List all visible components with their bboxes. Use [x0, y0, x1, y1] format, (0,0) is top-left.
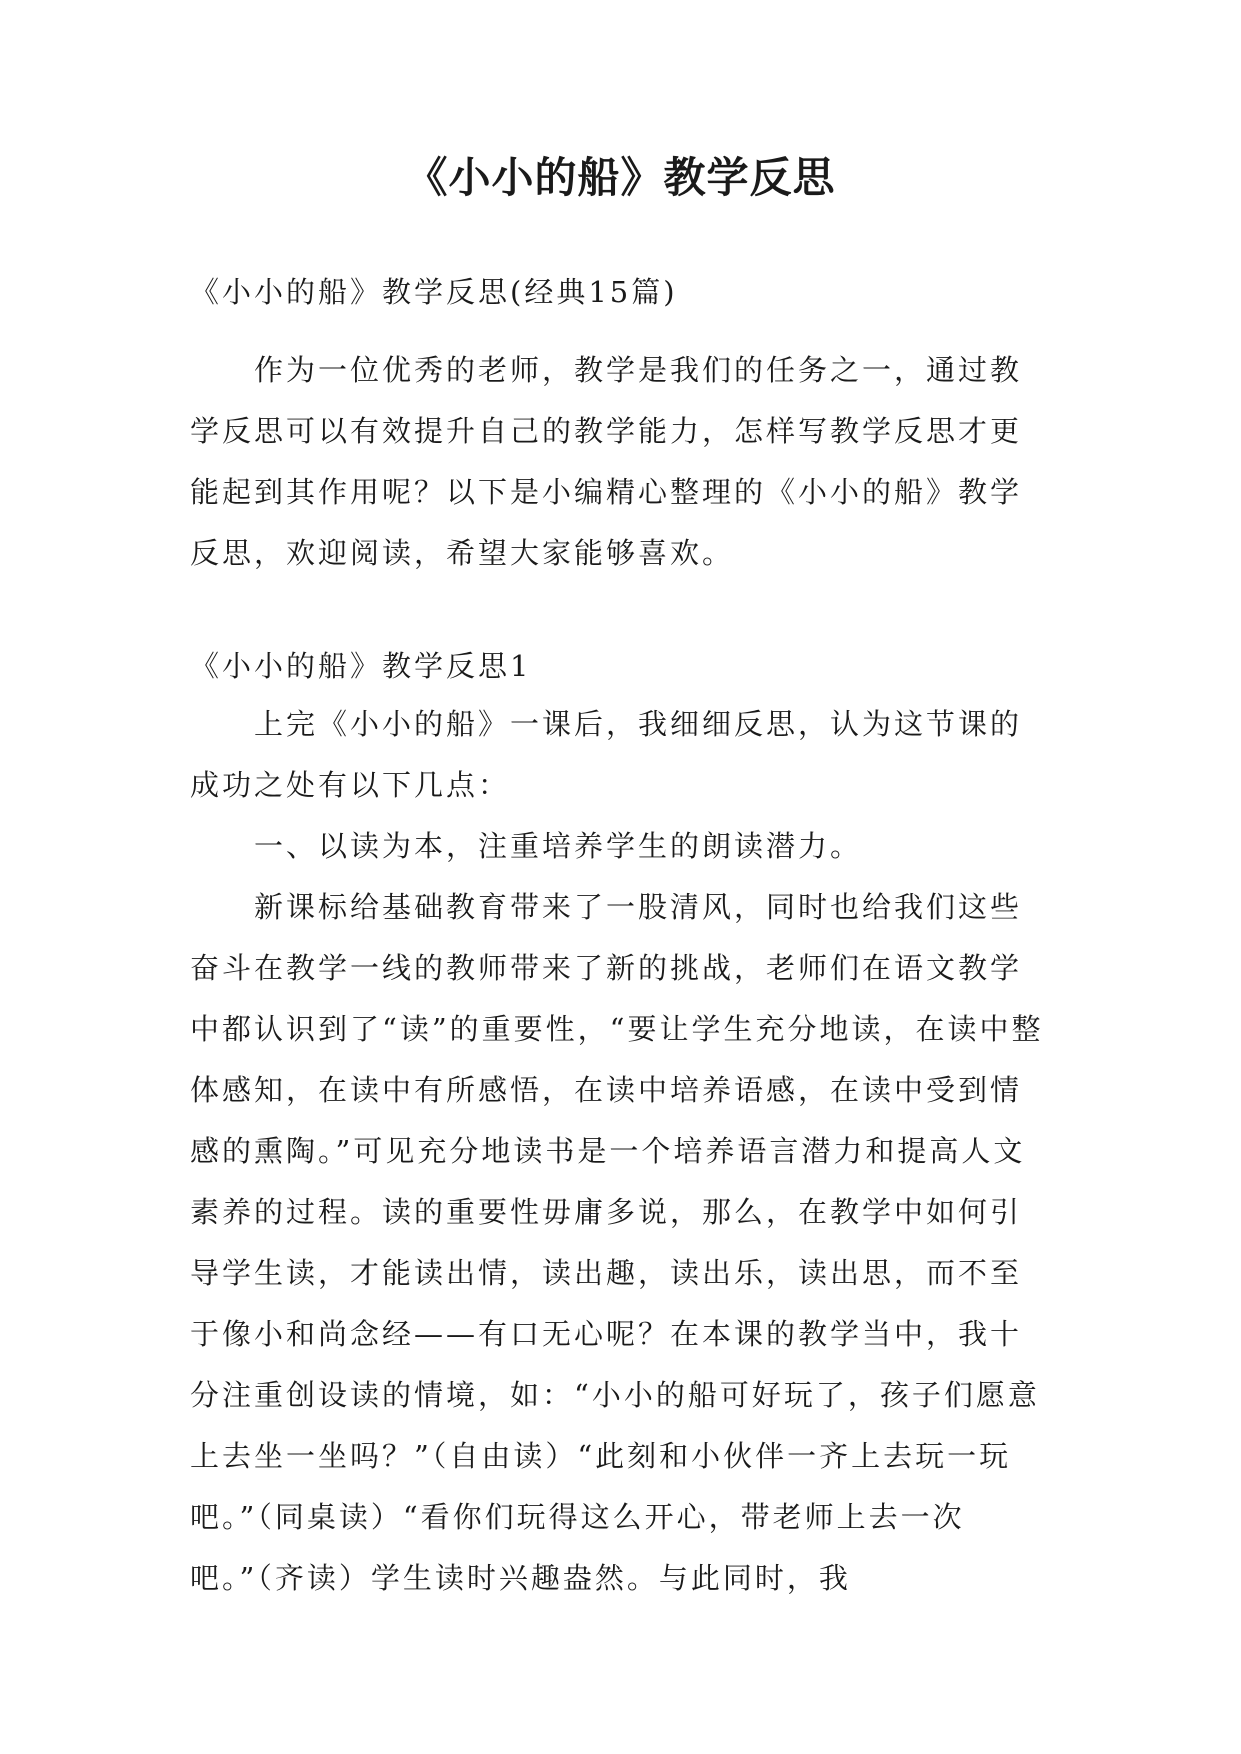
- paragraph-reading-discussion: 新课标给基础教育带来了一股清风，同时也给我们这些奋斗在教学一线的教师带来了新的挑战，老师们在语文教学中都认识到了“读”的重要性，“要让学生充分地读，在读中整体感知，在读中有所感悟，在读中培养语感，在读中受到情感的熏陶。”可见充分地读书是一个培养语言潜力和提高人文素养的过程。读的重要性毋庸多说，那么，在教学中如何引导学生读，才能读出情，读出趣，读出乐，读出思，而不至于像小和尚念经——有口无心呢？在本课的教学当中，我十分注重创设读的情境，如：“小小的船可好玩了，孩子们愿意上去坐一坐吗？”（自由读）“此刻和小伙伴一齐上去玩一玩吧。”（同桌读）“看你们玩得这么开心，带老师上去一次吧。”（齐读）学生读时兴趣盎然。与此同时，我: [190, 890, 1044, 1595]
- section-body: [190, 694, 1050, 1609]
- document-subtitle: 《小小的船》教学反思(经典15篇): [190, 275, 678, 309]
- intro-paragraph: 作为一位优秀的老师，教学是我们的任务之一，通过教学反思可以有效提升自己的教学能力，怎样写教学反思才更能起到其作用呢？以下是小编精心整理的《小小的船》教学反思，欢迎阅读，希望大家能够喜欢。: [190, 353, 1023, 570]
- paragraph-opening: 上完《小小的船》一课后，我细细反思，认为这节课的成功之处有以下几点：: [190, 707, 1023, 802]
- paragraph-point-one: 一、以读为本，注重培养学生的朗读潜力。: [254, 829, 863, 863]
- document-title: 《小小的船》教学反思: [405, 153, 836, 202]
- section-heading: 《小小的船》教学反思1: [190, 649, 532, 683]
